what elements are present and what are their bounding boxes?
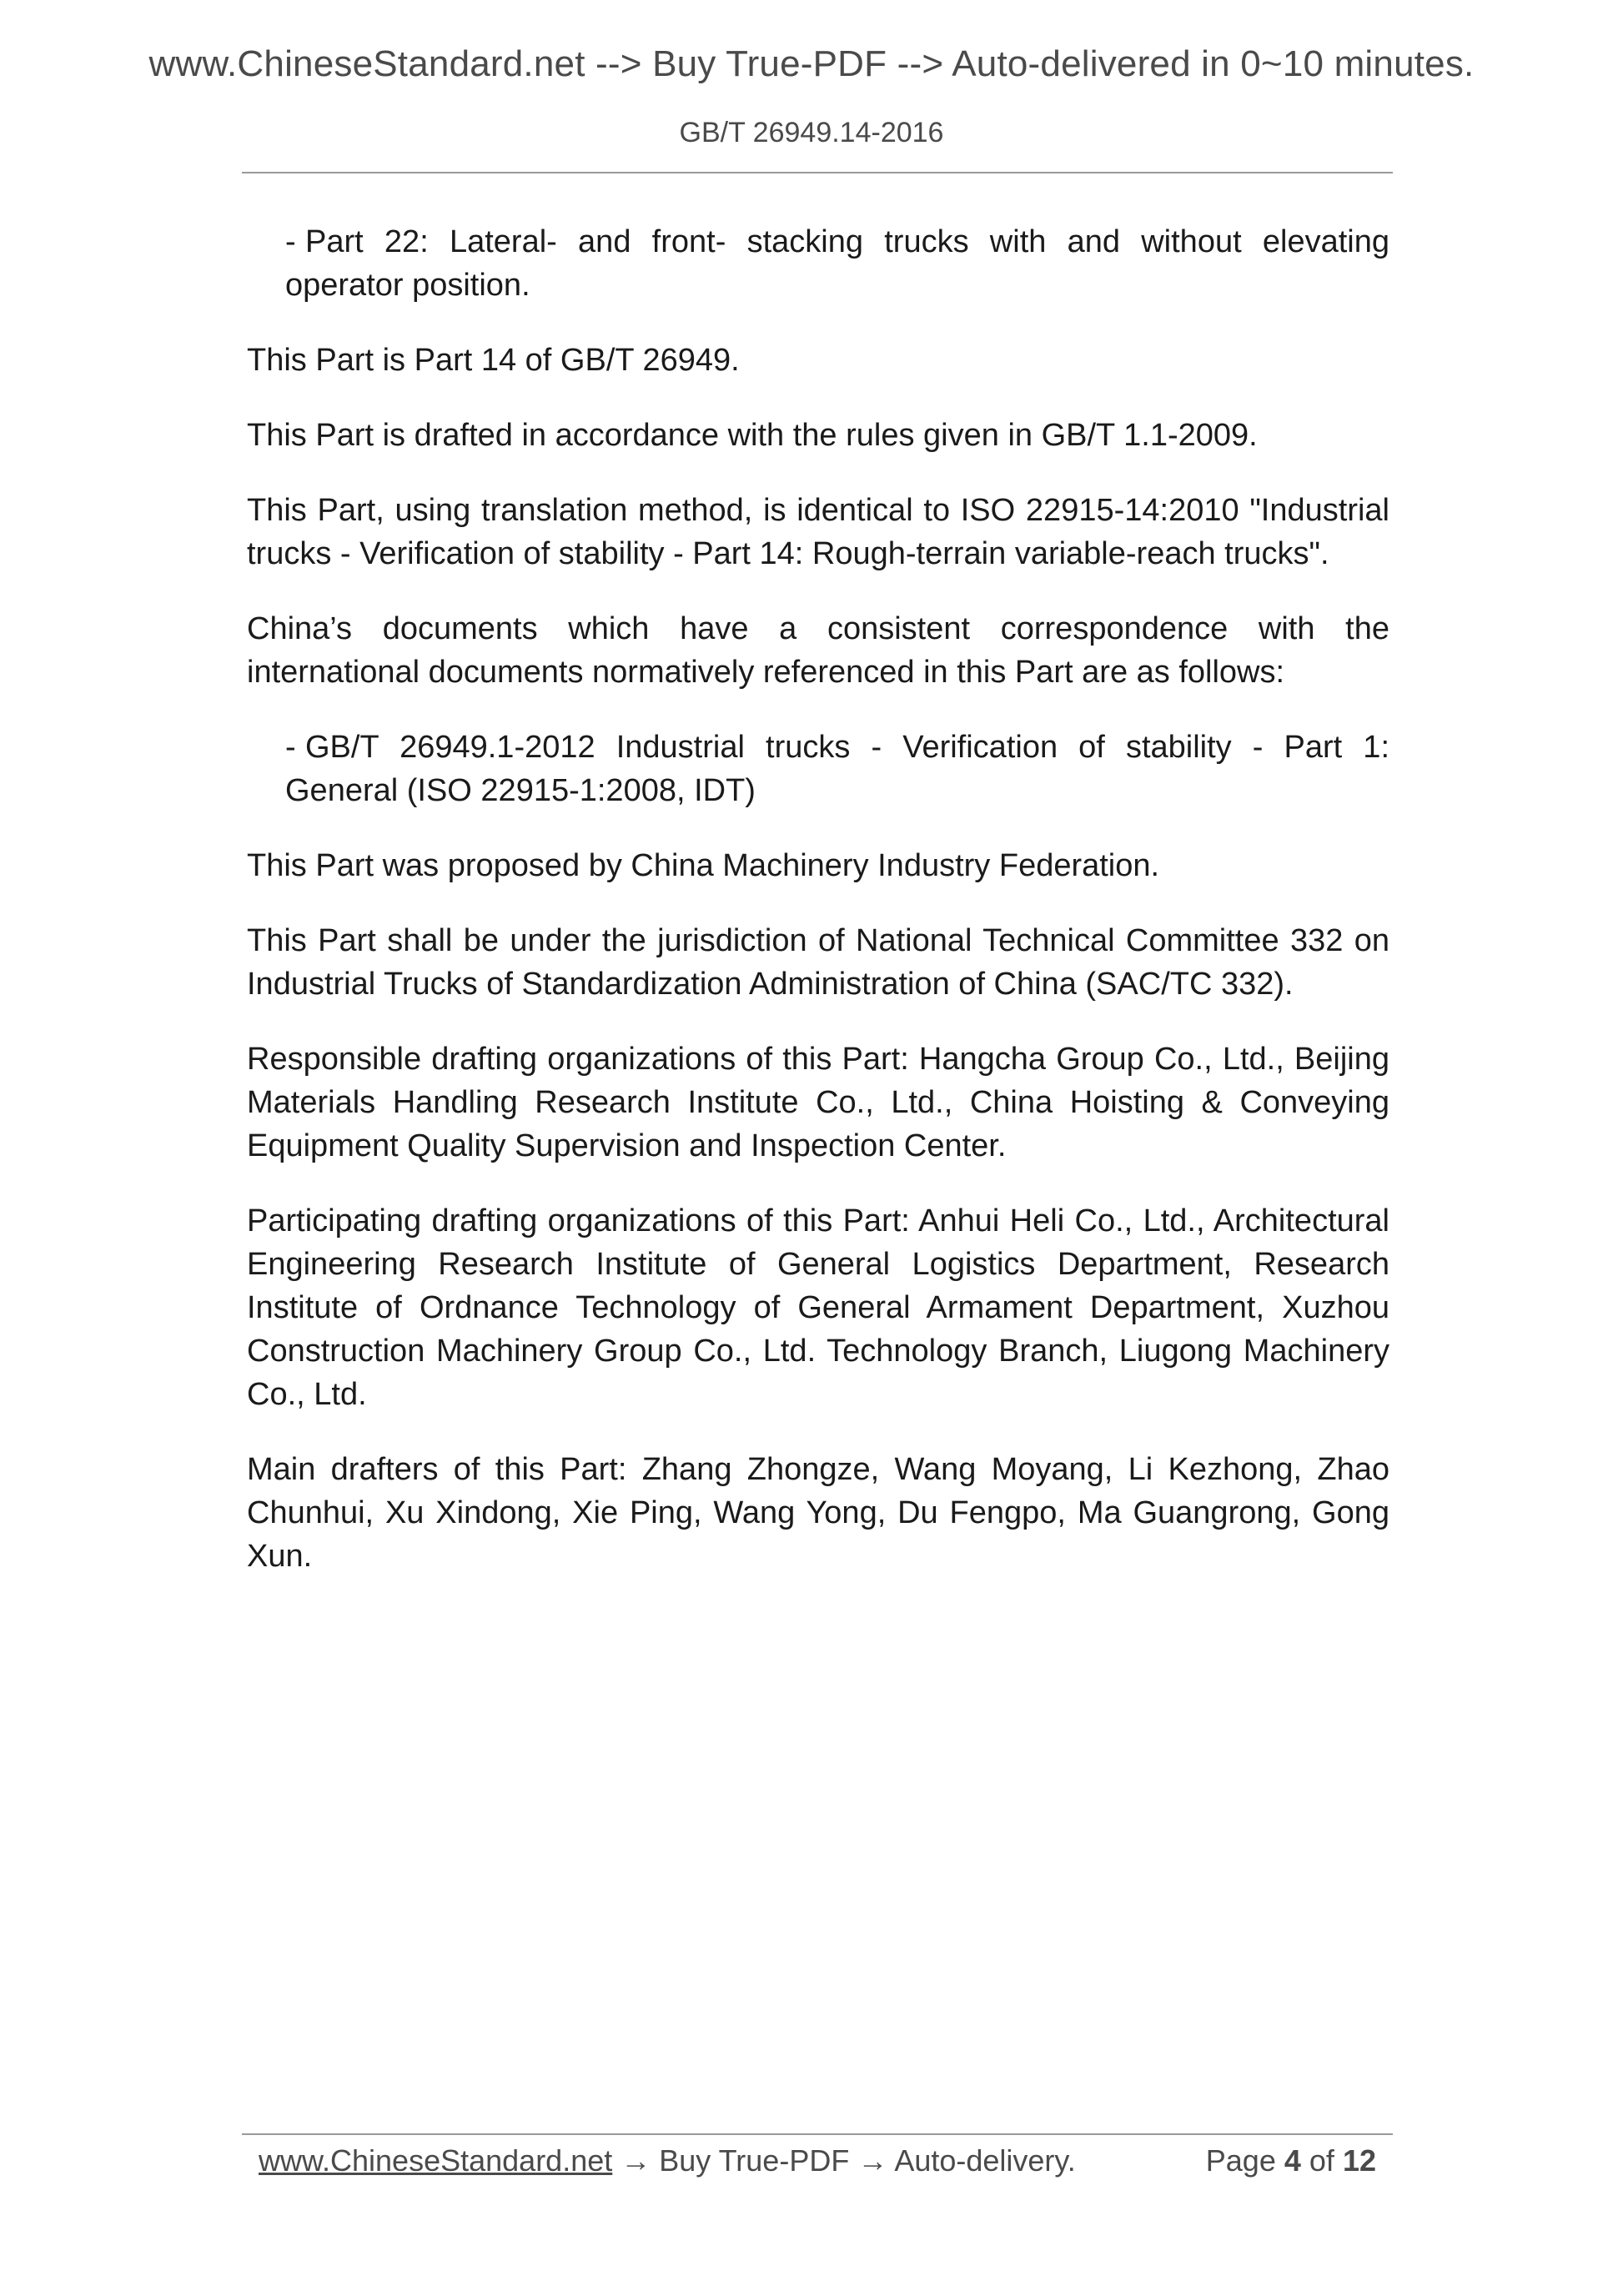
list-dash: - [285,224,296,259]
of-label: of [1309,2143,1334,2178]
page-label: Page [1205,2143,1276,2178]
page-total: 12 [1342,2143,1376,2178]
footer-divider [242,2133,1393,2135]
list-item [247,220,1389,307]
paragraph-china-documents: China’s documents which have a consistent correspondence with the international documents normatively referenced in this Part are as follows: [247,611,1389,690]
top-banner: www.ChineseStandard.net --> Buy True-PDF --> Auto-delivered in 0~10 minutes. [148,43,1475,84]
footer-left [259,2143,1076,2178]
paragraph-jurisdiction: This Part shall be under the jurisdiction of National Technical Committee 332 on Industrial Trucks of Standardization Administration of China (SAC/TC 332). [247,923,1389,1002]
header-divider [242,172,1393,173]
paragraph-responsible: Responsible drafting organizations of this Part: Hangcha Group Co., Ltd., Beijing Materials Handling Research Institute Co., Ltd., China Hoisting & Conveying Equipment Quality Supervision and Inspection Center. [247,1042,1389,1163]
paragraph-part-number: This Part is Part 14 of GB/T 26949. [247,343,740,378]
footer-tagline: → Buy True-PDF → Auto-delivery. [612,2143,1076,2178]
page-current: 4 [1284,2143,1301,2178]
list-item [247,726,1389,812]
list-item-text: Part 22: Lateral- and front- stacking trucks with and without elevating operator position. [285,224,1389,303]
paragraph-drafted: This Part is drafted in accordance with the rules given in GB/T 1.1-2009. [247,418,1258,453]
list-dash: - [285,730,296,765]
paragraph-proposed: This Part was proposed by China Machinery Industry Federation. [247,848,1160,883]
paragraph-translation: This Part, using translation method, is identical to ISO 22915-14:2010 "Industrial trucks - Verification of stability - Part 14: Rough-terrain variable-reach trucks". [247,493,1389,571]
paragraph-drafters: Main drafters of this Part: Zhang Zhongze, Wang Moyang, Li Kezhong, Zhao Chunhui, Xu Xindong, Xie Ping, Wang Yong, Du Fengpo, Ma Guangrong, Gong Xun. [247,1452,1389,1574]
page-footer [259,2143,1384,2185]
footer-site-link[interactable]: www.ChineseStandard.net [259,2143,613,2178]
paragraph-participating: Participating drafting organizations of this Part: Anhui Heli Co., Ltd., Architectural Engineering Research Institute of General Logistics Department, Research Institute of Ordnance Technology of General Armament Department, Xuzhou Construction Machinery Group Co., Ltd. Technology Branch, Liugong Machinery Co., Ltd. [247,1203,1389,1412]
document-code: GB/T 26949.14-2016 [679,117,944,148]
list-item-text: GB/T 26949.1-2012 Industrial trucks - Verification of stability - Part 1: General (ISO 22915-1:2008, IDT) [285,730,1389,808]
page-indicator [1206,2143,1376,2178]
document-body [247,220,1389,1610]
